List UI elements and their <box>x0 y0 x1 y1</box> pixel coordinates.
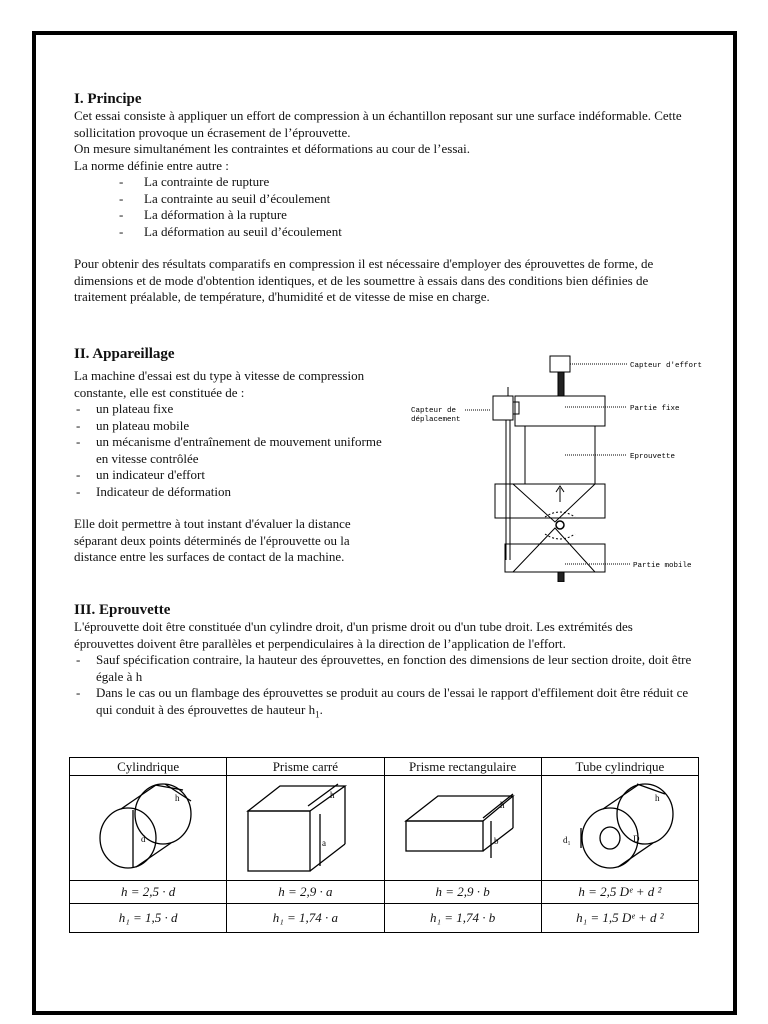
paragraph: On mesure simultanément les contraintes et déformations au cour de l’essai. <box>74 141 471 156</box>
label-capteur-deplacement: déplacement <box>411 416 461 424</box>
table-header: Cylindrique <box>70 758 227 776</box>
formula-cell: h = 2,5 · d <box>70 881 227 904</box>
table-header: Prisme carré <box>227 758 384 776</box>
label-partie-mobile: Partie mobile <box>633 562 692 570</box>
svg-text:d: d <box>141 834 146 844</box>
specimen-table <box>69 757 699 933</box>
table-row <box>70 881 699 904</box>
paragraph: Elle doit permettre à tout instant d'évaluer la distance séparant deux points déterminés de l'éprouvette ou la distance entre les surfaces de contact de la machine. <box>74 516 351 564</box>
label-capteur-deplacement: Capteur de <box>411 407 457 415</box>
paragraph: L'éprouvette doit être constituée d'un cylindre droit, d'un prisme droit ou d'un tube droit. Les extrémités des éprouvettes doivent être parallèles et perpendiculaires à la direction de l’application de l'effort. <box>74 619 633 651</box>
machine-diagram <box>405 352 715 582</box>
list-item: - Indicateur de déformation <box>74 484 394 501</box>
section-title: III. Eprouvette <box>74 602 171 618</box>
table-header: Tube cylindrique <box>541 758 698 776</box>
mobile-rod <box>558 572 564 582</box>
rectangular-prism-figure <box>384 776 541 881</box>
table-row <box>70 776 699 881</box>
list-item: - Dans le cas ou un flambage des éprouvettes se produit au cours de l'essai le rapport d'effilement doit être réduit ce qui conduit à des éprouvettes de hauteur $h_1$. <box>74 685 694 723</box>
svg-text:b: b <box>493 836 499 846</box>
table-header: Prisme rectangulaire <box>384 758 541 776</box>
specimen-list <box>74 652 694 723</box>
formula-cell: h₁ = 1,5 Dᵉ + d ² <box>541 904 698 933</box>
paragraph: La machine d'essai est du type à vitesse de compression constante, elle est constituée de : <box>74 368 365 400</box>
svg-text:h: h <box>175 793 180 803</box>
mobile-plate-upper <box>495 484 605 518</box>
svg-text:h: h <box>654 793 660 803</box>
tube-figure <box>541 776 698 881</box>
load-sensor-box <box>550 356 570 372</box>
mobile-plate <box>505 544 605 572</box>
list-item: - un indicateur d'effort <box>74 467 394 484</box>
formula-cell: h₁ = 1,5 · d <box>70 904 227 933</box>
label-partie-fixe: Partie fixe <box>630 405 680 413</box>
formula-cell: h₁ = 1,74 · a <box>227 904 384 933</box>
label-capteur-effort: Capteur d'effort <box>630 362 703 370</box>
list-item: - La contrainte au seuil d’écoulement <box>74 191 694 208</box>
formula-cell: h = 2,5 Dᵉ + d ² <box>541 881 698 904</box>
displacement-sensor-clamp <box>513 402 519 414</box>
list-item: - La contrainte de rupture <box>74 174 694 191</box>
formula-cell: h₁ = 1,74 · b <box>384 904 541 933</box>
paragraph: Cet essai consiste à appliquer un effort de compression à un échantillon reposant sur une surface indéformable. Cette sollicitation provoque un écrasement de l’éprouvette. <box>74 108 682 140</box>
list-item: - La déformation au seuil d’écoulement <box>74 224 694 241</box>
displacement-sensor <box>493 396 513 420</box>
list-item: - un plateau fixe <box>74 401 394 418</box>
list-item: - un plateau mobile <box>74 418 394 435</box>
table-row <box>70 904 699 933</box>
rotation-arc <box>545 512 575 539</box>
paragraph: Pour obtenir des résultats comparatifs en compression il est nécessaire d'employer des éprouvettes de forme, de dimensions et de mode d'obtention identiques, et de les soumettre à essais dans des conditions bien définies de traitement préalable, de température, d'humidité et de vitesse de mise en charge. <box>74 256 654 304</box>
section-principe <box>74 90 694 306</box>
svg-text:h: h <box>330 790 335 800</box>
section-title: I. Principe <box>74 91 142 107</box>
grip-v <box>513 528 595 572</box>
svg-text:h: h <box>499 800 505 810</box>
cylinder-figure <box>70 776 227 881</box>
fixed-plate <box>515 396 605 426</box>
equipment-list <box>74 401 394 500</box>
grip-v <box>513 484 595 522</box>
formula-cell: h = 2,9 · a <box>227 881 384 904</box>
list-item: - La déformation à la rupture <box>74 207 694 224</box>
section-eprouvette <box>74 601 694 723</box>
square-prism-figure <box>227 776 384 881</box>
paragraph: La norme définie entre autre : <box>74 157 229 173</box>
load-sensor-rod <box>558 372 564 396</box>
list-item: - Sauf spécification contraire, la hauteur des éprouvettes, en fonction des dimensions de leur section droite, doit être égale à h <box>74 652 694 685</box>
pivot-icon <box>556 521 564 529</box>
formula-cell: h = 2,9 · b <box>384 881 541 904</box>
svg-text:d₁: d₁ <box>562 835 571 845</box>
section-title: II. Appareillage <box>74 346 175 362</box>
list-item: - un mécanisme d'entraînement de mouvement uniforme en vitesse contrôlée <box>74 434 394 467</box>
svg-text:a: a <box>322 838 327 848</box>
svg-text:D: D <box>632 834 640 844</box>
section-appareillage <box>74 368 394 566</box>
criteria-list <box>74 174 694 240</box>
table-header-row <box>70 758 699 776</box>
label-eprouvette: Eprouvette <box>630 453 676 461</box>
